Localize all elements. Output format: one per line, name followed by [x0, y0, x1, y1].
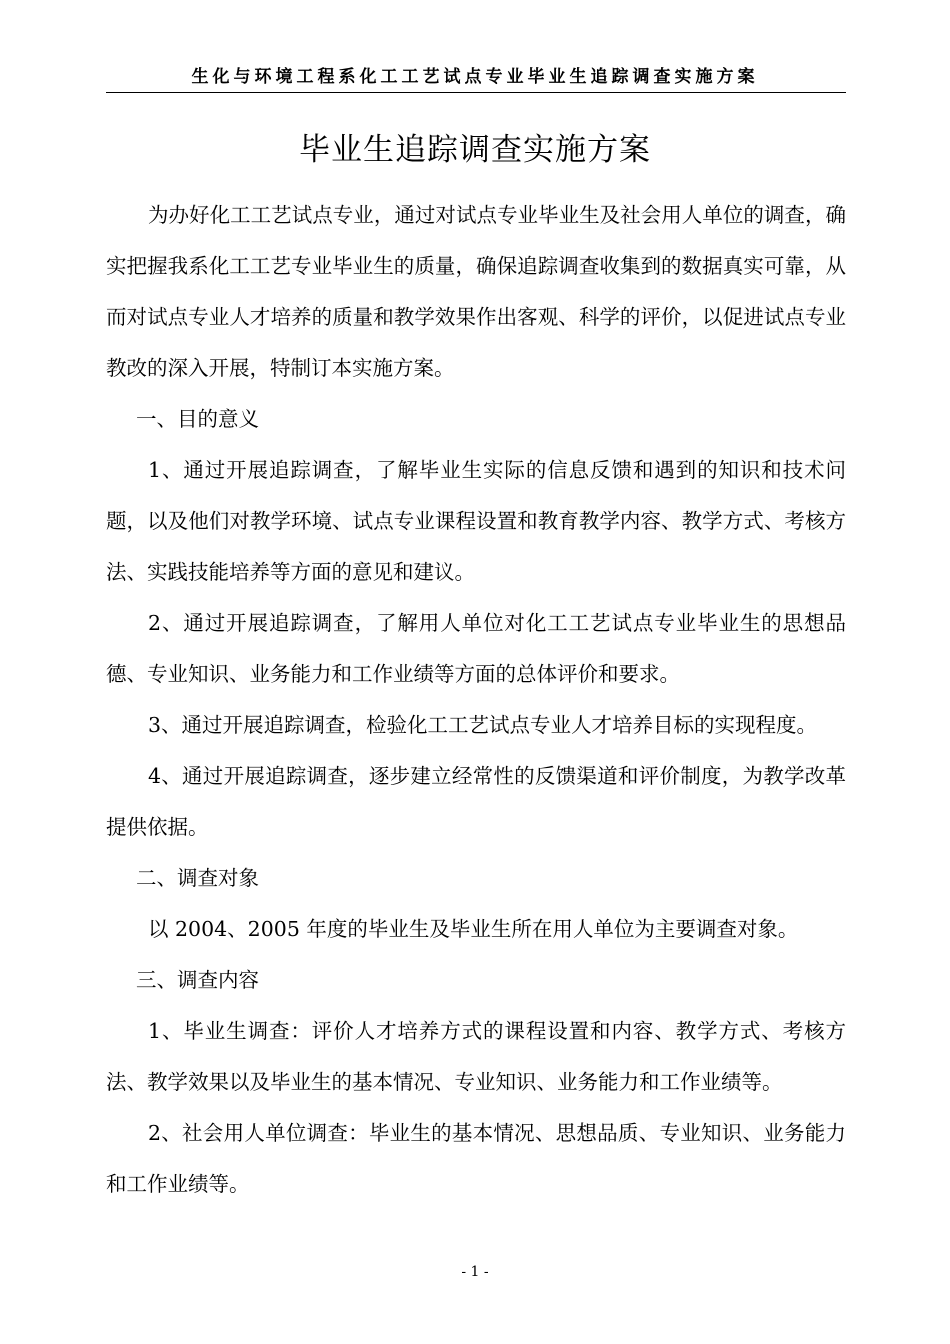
- section-heading-subjects: 二、调查对象: [136, 866, 259, 890]
- content-item-2: 2、社会用人单位调查：毕业生的基本情况、思想品质、专业知识、业务能力和工作业绩等。: [106, 1121, 846, 1196]
- purpose-item-4: 4、通过开展追踪调查，逐步建立经常性的反馈渠道和评价制度，为教学改革提供依据。: [106, 764, 846, 839]
- section-heading-content: 三、调查内容: [136, 968, 259, 992]
- section-heading-purpose: 一、目的意义: [136, 407, 259, 431]
- running-header: 生化与环境工程系化工工艺试点专业毕业生追踪调查实施方案: [191, 67, 759, 87]
- purpose-item-2: 2、通过开展追踪调查，了解用人单位对化工工艺试点专业毕业生的思想品德、专业知识、业务能力和工作业绩等方面的总体评价和要求。: [106, 611, 846, 686]
- header-rule: [106, 92, 846, 93]
- content-item-1: 1、毕业生调查：评价人才培养方式的课程设置和内容、教学方式、考核方法、教学效果以及毕业生的基本情况、专业知识、业务能力和工作业绩等。: [106, 1019, 846, 1094]
- subjects-paragraph: 以 2004、2005 年度的毕业生及毕业生所在用人单位为主要调查对象。: [148, 917, 799, 941]
- document-body: [106, 190, 846, 1210]
- purpose-item-3: 3、通过开展追踪调查，检验化工工艺试点专业人才培养目标的实现程度。: [148, 713, 818, 737]
- document-title: 毕业生追踪调查实施方案: [299, 132, 651, 168]
- purpose-item-1: 1、通过开展追踪调查，了解毕业生实际的信息反馈和遇到的知识和技术问题，以及他们对教学环境、试点专业课程设置和教育教学内容、教学方式、考核方法、实践技能培养等方面的意见和建议。: [106, 458, 846, 584]
- intro-paragraph: 为办好化工工艺试点专业，通过对试点专业毕业生及社会用人单位的调查，确实把握我系化工工艺专业毕业生的质量，确保追踪调查收集到的数据真实可靠，从而对试点专业人才培养的质量和教学效果作出客观、科学的评价，以促进试点专业教改的深入开展，特制订本实施方案。: [106, 203, 846, 380]
- page-number: - 1 -: [461, 1264, 489, 1280]
